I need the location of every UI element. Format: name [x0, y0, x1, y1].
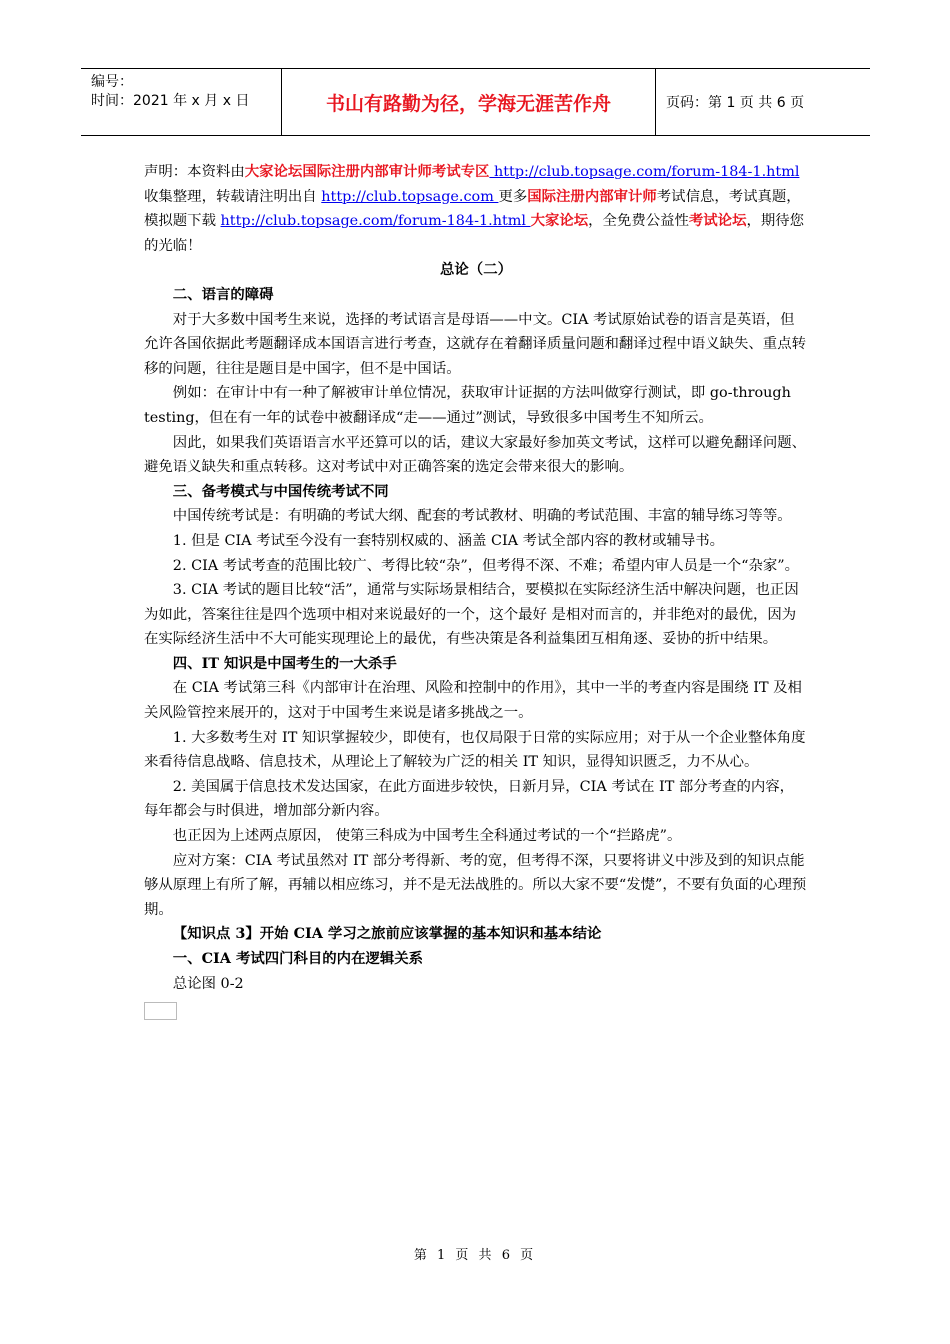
- paragraph: 在 CIA 考试第三科《内部审计在治理、风险和控制中的作用》，其中一半的考查内容是围绕 IT 及相关风险管控来展开的，这对于中国考生来说是诸多挑战之一。: [144, 680, 802, 722]
- paragraph: 也正因为上述两点原因， 使第三科成为中国考生全科通过考试的一个“拦路虎”。: [172, 828, 682, 845]
- forum-link[interactable]: http://club.topsage.com/forum-184-1.html: [489, 164, 800, 180]
- statement-paragraph: [144, 160, 808, 258]
- paragraph: 2. CIA 考试考查的范围比较广、考得比较“杂”，但考得不深、不难；希望内审人员是一个“杂家”。: [172, 557, 800, 574]
- statement-text: 声明：本资料由: [144, 164, 245, 180]
- header-page-info: 页码：第 1 页 共 6 页: [666, 95, 805, 111]
- statement-text: ，全免费公益性: [588, 213, 689, 230]
- paragraph: 例如：在审计中有一种了解被审计单位情况，获取审计证据的方法叫做穿行测试，即 go-through testing，但在有一年的试卷中被翻译成“走——通过”测试，导致很多中国考生不知所云。: [144, 385, 791, 426]
- paragraph: 1. 但是 CIA 考试至今没有一套特别权威的、涵盖 CIA 考试全部内容的教材或辅导书。: [172, 532, 725, 549]
- paragraph: 因此，如果我们英语语言水平还算可以的话，建议大家最好参加英文考试，这样可以避免翻译问题、避免语义缺失和重点转移。这对考试中对正确答案的选定会带来很大的影响。: [144, 434, 806, 476]
- statement-text: 收集整理，转载请注明出自: [144, 188, 322, 205]
- page-header: [81, 68, 870, 136]
- statement-text: ，期待您的光临！: [144, 213, 805, 254]
- heading-language-barrier: 二、语言的障碍: [172, 285, 274, 303]
- paragraph: 2. 美国属于信息技术发达国家，在此方面进步较快，日新月异，CIA 考试在 IT 部分考查的内容，每年都会与时俱进，增加部分新内容。: [144, 778, 795, 820]
- paragraph: 对于大多数中国考生来说，选择的考试语言是母语——中文。CIA 考试原始试卷的语言是英语，但允许各国依据此考题翻译成本国语言进行考查，这就存在着翻译质量问题和翻译过程中语义缺失、重点转移的问题，往往是题目是中国字，但不是中国话。: [144, 311, 806, 377]
- figure-caption: 总论图 0-2: [172, 975, 244, 992]
- statement-text: 考试信息，考试真题，模拟题下载: [144, 188, 801, 230]
- section-title: 总论（二）: [440, 261, 512, 279]
- heading-knowledge-point-3: 【知识点 3】开始 CIA 学习之旅前应该掌握的基本知识和基本结论: [172, 925, 602, 943]
- site-link[interactable]: http://club.topsage.com: [321, 188, 499, 205]
- paragraph: 1. 大多数考生对 IT 知识掌握较少，即使有，也仅局限于日常的实际应用；对于从一个企业整体角度来看待信息战略、信息技术，从理论上了解较为广泛的相关 IT 知识，显得知识匮乏，力不从心。: [144, 729, 806, 771]
- paragraph: 中国传统考试是：有明确的考试大纲、配套的考试教材、明确的考试范围、丰富的辅导练习等等。: [172, 508, 792, 525]
- cia-highlight: 国际注册内部审计师: [527, 187, 657, 205]
- time-label: 时间：2021 年 x 月 x 日: [91, 93, 250, 109]
- forum-highlight: 大家论坛: [530, 212, 589, 230]
- forum-name-highlight: 大家论坛国际注册内部审计师考试专区: [244, 163, 490, 180]
- paragraph: 应对方案：CIA 考试虽然对 IT 部分考得新、考的宽，但考得不深，只要将讲义中涉及到的知识点能够从原理上有所了解，再辅以相应练习，并不是无法战胜的。所以大家不要“发憷”，不要有负面的心理预期。: [144, 852, 807, 918]
- exam-forum-highlight: 考试论坛: [688, 212, 747, 230]
- heading-exam-mode: 三、备考模式与中国传统考试不同: [172, 482, 389, 500]
- header-meta: [81, 69, 282, 135]
- paragraph: 3. CIA 考试的题目比较“活”，通常与实际场景相结合，要模拟在实际经济生活中解决问题，也正因为如此，答案往往是四个选项中相对来说最好的一个，这个最好 是相对而言的，并非绝对的最优，因为在实际经济生活中不大可能实现理论上的最优，有些决策是各利益集团互相角逐、妥协的折中结果。: [144, 582, 799, 648]
- figure-placeholder: [144, 1002, 177, 1020]
- statement-text: 更多: [498, 188, 528, 205]
- download-link[interactable]: http://club.topsage.com/forum-184-1.html: [220, 213, 531, 230]
- heading-subject-logic: 一、CIA 考试四门科目的内在逻辑关系: [172, 950, 424, 967]
- heading-it-knowledge: 四、IT 知识是中国考生的一大杀手: [172, 654, 397, 672]
- number-label: 编号：: [91, 74, 133, 90]
- page-footer: 第 1 页 共 6 页: [413, 1248, 537, 1263]
- document-body: [144, 160, 808, 1020]
- header-motto: 书山有路勤为径，学海无涯苦作舟: [282, 69, 656, 135]
